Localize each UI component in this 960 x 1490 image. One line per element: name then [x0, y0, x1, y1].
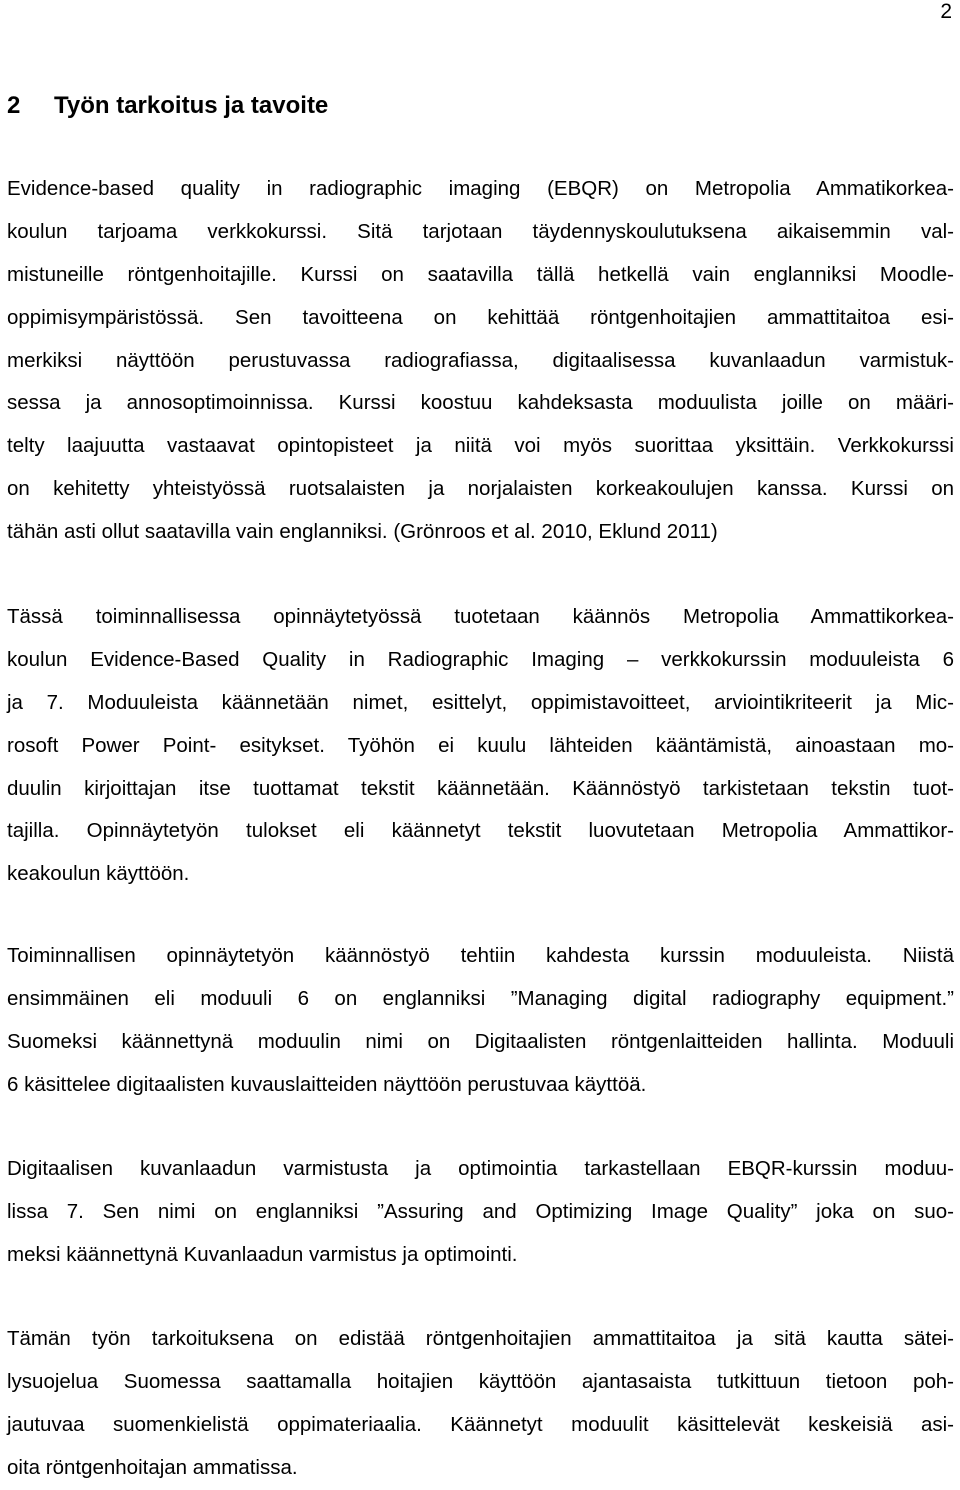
- text-line: keakoulun käyttöön.: [7, 862, 190, 886]
- text-line: koulun Evidence-Based Quality in Radiographic Imaging – verkkokurssin moduuleista 6: [7, 647, 954, 671]
- text-line: jautuvaa suomenkielistä oppimateriaalia. Käännetyt moduulit käsittelevät keskeisiä asi-: [7, 1412, 954, 1436]
- text-line: sessa ja annosoptimoinnissa. Kurssi koostuu kahdeksasta moduulista joille on määri-: [7, 391, 954, 415]
- paragraph-purpose: [7, 1318, 954, 1490]
- text-line: Tässä toiminnallisessa opinnäytetyössä tuotetaan käännös Metropolia Ammattikorkea-: [7, 605, 954, 628]
- text-line: ensimmäinen eli moduuli 6 on englanniksi ”Managing digital radiography equipment.”: [7, 986, 954, 1010]
- page-number: 2: [940, 0, 952, 23]
- text-line: Toiminnallisen opinnäytetyön käännöstyö tehtiin kahdesta kurssin moduuleista. Niistä: [7, 944, 954, 967]
- text-line: tähän asti ollut saatavilla vain englanniksi. (Grönroos et al. 2010, Eklund 2011): [7, 520, 718, 544]
- text-line: on kehitetty yhteistyössä ruotsalaisten ja norjalaisten korkeakoulujen kanssa. Kurssi on: [7, 477, 954, 501]
- section-number: 2: [7, 92, 21, 119]
- text-line: merkiksi näyttöön perustuvassa radiografiassa, digitaalisessa kuvanlaadun varmistuk-: [7, 348, 954, 372]
- section-title: Työn tarkoitus ja tavoite: [54, 92, 329, 119]
- paragraph-module-6: [7, 935, 954, 1107]
- text-line: lissa 7. Sen nimi on englanniksi ”Assuring and Optimizing Image Quality” joka on suo-: [7, 1199, 954, 1223]
- text-line: Suomeksi käännettynä moduulin nimi on Digitaalisten röntgenlaitteiden hallinta. Moduuli: [7, 1029, 954, 1053]
- text-line: duulin kirjoittajan itse tuottamat tekstit käännetään. Käännöstyö tarkistetaan tekstin tuot-: [7, 776, 954, 800]
- text-line: telty laajuutta vastaavat opintopisteet ja niitä voi myös suorittaa yksittäin. Verkkokurssi: [7, 434, 954, 458]
- paragraph-module-7: [7, 1148, 954, 1277]
- text-line: 6 käsittelee digitaalisten kuvauslaitteiden näyttöön perustuvaa käyttöä.: [7, 1072, 647, 1096]
- text-line: ja 7. Moduuleista käännetään nimet, esittelyt, oppimistavoitteet, arviointikriteerit ja Mic-: [7, 690, 954, 714]
- text-line: meksi käännettynä Kuvanlaadun varmistus ja optimointi.: [7, 1242, 518, 1266]
- text-line: tajilla. Opinnäytetyön tulokset eli käännetyt tekstit luovutetaan Metropolia Ammattikor-: [7, 819, 954, 843]
- text-line: Tämän työn tarkoituksena on edistää röntgenhoitajien ammattitaitoa ja sitä kautta sätei-: [7, 1327, 954, 1350]
- section-heading: [7, 90, 328, 122]
- paragraph-course-intro: [7, 168, 954, 554]
- text-line: koulun tarjoama verkkokurssi. Sitä tarjotaan täydennyskoulutuksena aikaisemmin val-: [7, 219, 954, 243]
- paragraph-translation-scope: [7, 596, 954, 896]
- text-line: rosoft Power Point- esitykset. Työhön ei kuulu lähteiden kääntämistä, ainoastaan mo-: [7, 733, 954, 757]
- text-line: Evidence-based quality in radiographic imaging (EBQR) on Metropolia Ammatikorkea-: [7, 177, 954, 200]
- text-line: oita röntgenhoitajan ammatissa.: [7, 1455, 298, 1479]
- text-line: oppimisympäristössä. Sen tavoitteena on kehittää röntgenhoitajien ammattitaitoa esi-: [7, 305, 954, 329]
- text-line: Digitaalisen kuvanlaadun varmistusta ja optimointia tarkastellaan EBQR-kurssin moduu-: [7, 1157, 954, 1180]
- text-line: mistuneille röntgenhoitajille. Kurssi on saatavilla tällä hetkellä vain englanniksi Moodle-: [7, 262, 954, 286]
- text-line: lysuojelua Suomessa saattamalla hoitajien käyttöön ajantasaista tutkittuun tietoon poh-: [7, 1369, 954, 1393]
